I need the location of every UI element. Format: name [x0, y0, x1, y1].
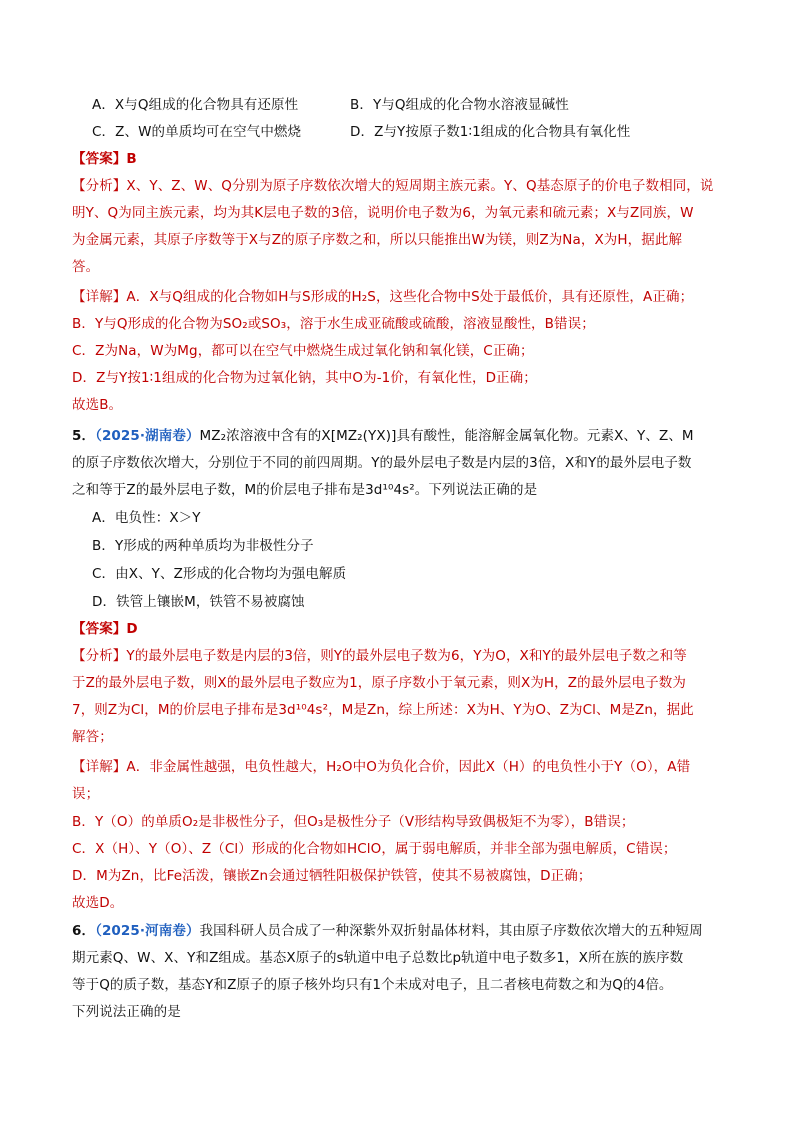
q6-stem-text: 我国科研人员合成了一种深紫外双折射晶体材料，其由原子序数依次增大的五种短周 [199, 923, 703, 939]
q5-answer: 【答案】D [72, 621, 138, 637]
q5-detail-line: 【详解】A．非金属性越强，电负性越大，H₂O中O为负化合价，因此X（H）的电负性小于Y（O），A错 [72, 759, 691, 775]
q4-option-c: C．Z、W的单质均可在空气中燃烧 [92, 124, 302, 140]
q6-source: （2025·河南卷） [95, 923, 200, 939]
q5-analysis-line: 【分析】Y的最外层电子数是内层的3倍，则Y的最外层电子数为6，Y为O，X和Y的最外层电子数之和等 [72, 648, 687, 664]
q5-detail-line: C．X（H）、Y（O）、Z（Cl）形成的化合物如HClO，属于弱电解质，并非全部为强电解质，C错误； [72, 841, 677, 857]
q5-option-c: C．由X、Y、Z形成的化合物均为强电解质 [92, 566, 347, 582]
q4-option-d: D．Z与Y按原子数1∶1组成的化合物具有氧化性 [350, 124, 631, 140]
q5-stem-line: 的原子序数依次增大，分别位于不同的前四周期。Y的最外层电子数是内层的3倍，X和Y的最外层电子数 [72, 455, 692, 471]
q5-stem-first-line [72, 426, 694, 446]
q6-stem-line: 等于Q的质子数，基态Y和Z原子的原子核外均只有1个未成对电子，且二者核电荷数之和为Q的4倍。 [72, 977, 673, 993]
q5-detail-line: 误； [72, 786, 100, 802]
q5-stem-text: MZ₂浓溶液中含有的X[MZ₂(YX)]具有酸性，能溶解金属氧化物。元素X、Y、Z、M [199, 428, 694, 444]
q4-answer: 【答案】B [72, 151, 137, 167]
q4-detail-line: 故选B。 [72, 397, 123, 413]
q5-source: （2025·湖南卷） [95, 428, 200, 444]
q4-detail-line: B．Y与Q形成的化合物为SO₂或SO₃，溶于水生成亚硫酸或硫酸，溶液显酸性，B错误； [72, 316, 595, 332]
q5-detail-line: B．Y（O）的单质O₂是非极性分子，但O₃是极性分子（V形结构导致偶极矩不为零），B错误； [72, 814, 635, 830]
q4-detail-line: 【详解】A．X与Q组成的化合物如H与S形成的H₂S，这些化合物中S处于最低价，具有还原性，A正确； [72, 289, 694, 305]
q6-number: 6． [72, 923, 96, 939]
q4-detail-line: C．Z为Na，W为Mg，都可以在空气中燃烧生成过氧化钠和氧化镁，C正确； [72, 343, 534, 359]
q4-option-a: A．X与Q组成的化合物具有还原性 [92, 97, 299, 113]
q5-detail-line: 故选D。 [72, 895, 124, 911]
q5-stem-line: 之和等于Z的最外层电子数，M的价层电子排布是3d¹⁰4s²。下列说法正确的是 [72, 482, 538, 498]
q5-analysis-line: 解答； [72, 729, 113, 745]
q4-analysis-line: 为金属元素，其原子序数等于X与Z的原子序数之和，所以只能推出W为镁，则Z为Na，X为H，据此解 [72, 232, 683, 248]
q5-analysis-line: 7，则Z为Cl，M的价层电子排布是3d¹⁰4s²，M是Zn，综上所述：X为H、Y为O、Z为Cl、M是Zn，据此 [72, 702, 694, 718]
q4-option-b: B．Y与Q组成的化合物水溶液显碱性 [350, 97, 569, 113]
q4-analysis-line: 【分析】X、Y、Z、W、Q分别为原子序数依次增大的短周期主族元素。Y、Q基态原子的价电子数相同，说 [72, 178, 714, 194]
q4-analysis-line: 答。 [72, 259, 100, 275]
q6-stem-line: 下列说法正确的是 [72, 1004, 181, 1020]
q4-analysis-line: 明Y、Q为同主族元素，均为其K层电子数的3倍，说明价电子数为6，为氧元素和硫元素；X与Z同族，W [72, 205, 694, 221]
q5-analysis-line: 于Z的最外层电子数，则X的最外层电子数应为1，原子序数小于氧元素，则X为H，Z的最外层电子数为 [72, 675, 686, 691]
q5-detail-line: D．M为Zn，比Fe活泼，镶嵌Zn会通过牺牲阳极保护铁管，使其不易被腐蚀，D正确； [72, 868, 592, 884]
q5-option-b: B．Y形成的两种单质均为非极性分子 [92, 538, 314, 554]
q5-option-d: D．铁管上镶嵌M，铁管不易被腐蚀 [92, 594, 305, 610]
q4-detail-line: D．Z与Y按1∶1组成的化合物为过氧化钠，其中O为-1价，有氧化性，D正确； [72, 370, 537, 386]
q6-stem-line: 期元素Q、W、X、Y和Z组成。基态X原子的s轨道中电子总数比p轨道中电子数多1，X所在族的族序数 [72, 950, 684, 966]
q5-option-a: A．电负性：X＞Y [92, 510, 201, 526]
q5-number: 5． [72, 428, 96, 444]
q6-stem-first-line [72, 921, 703, 941]
